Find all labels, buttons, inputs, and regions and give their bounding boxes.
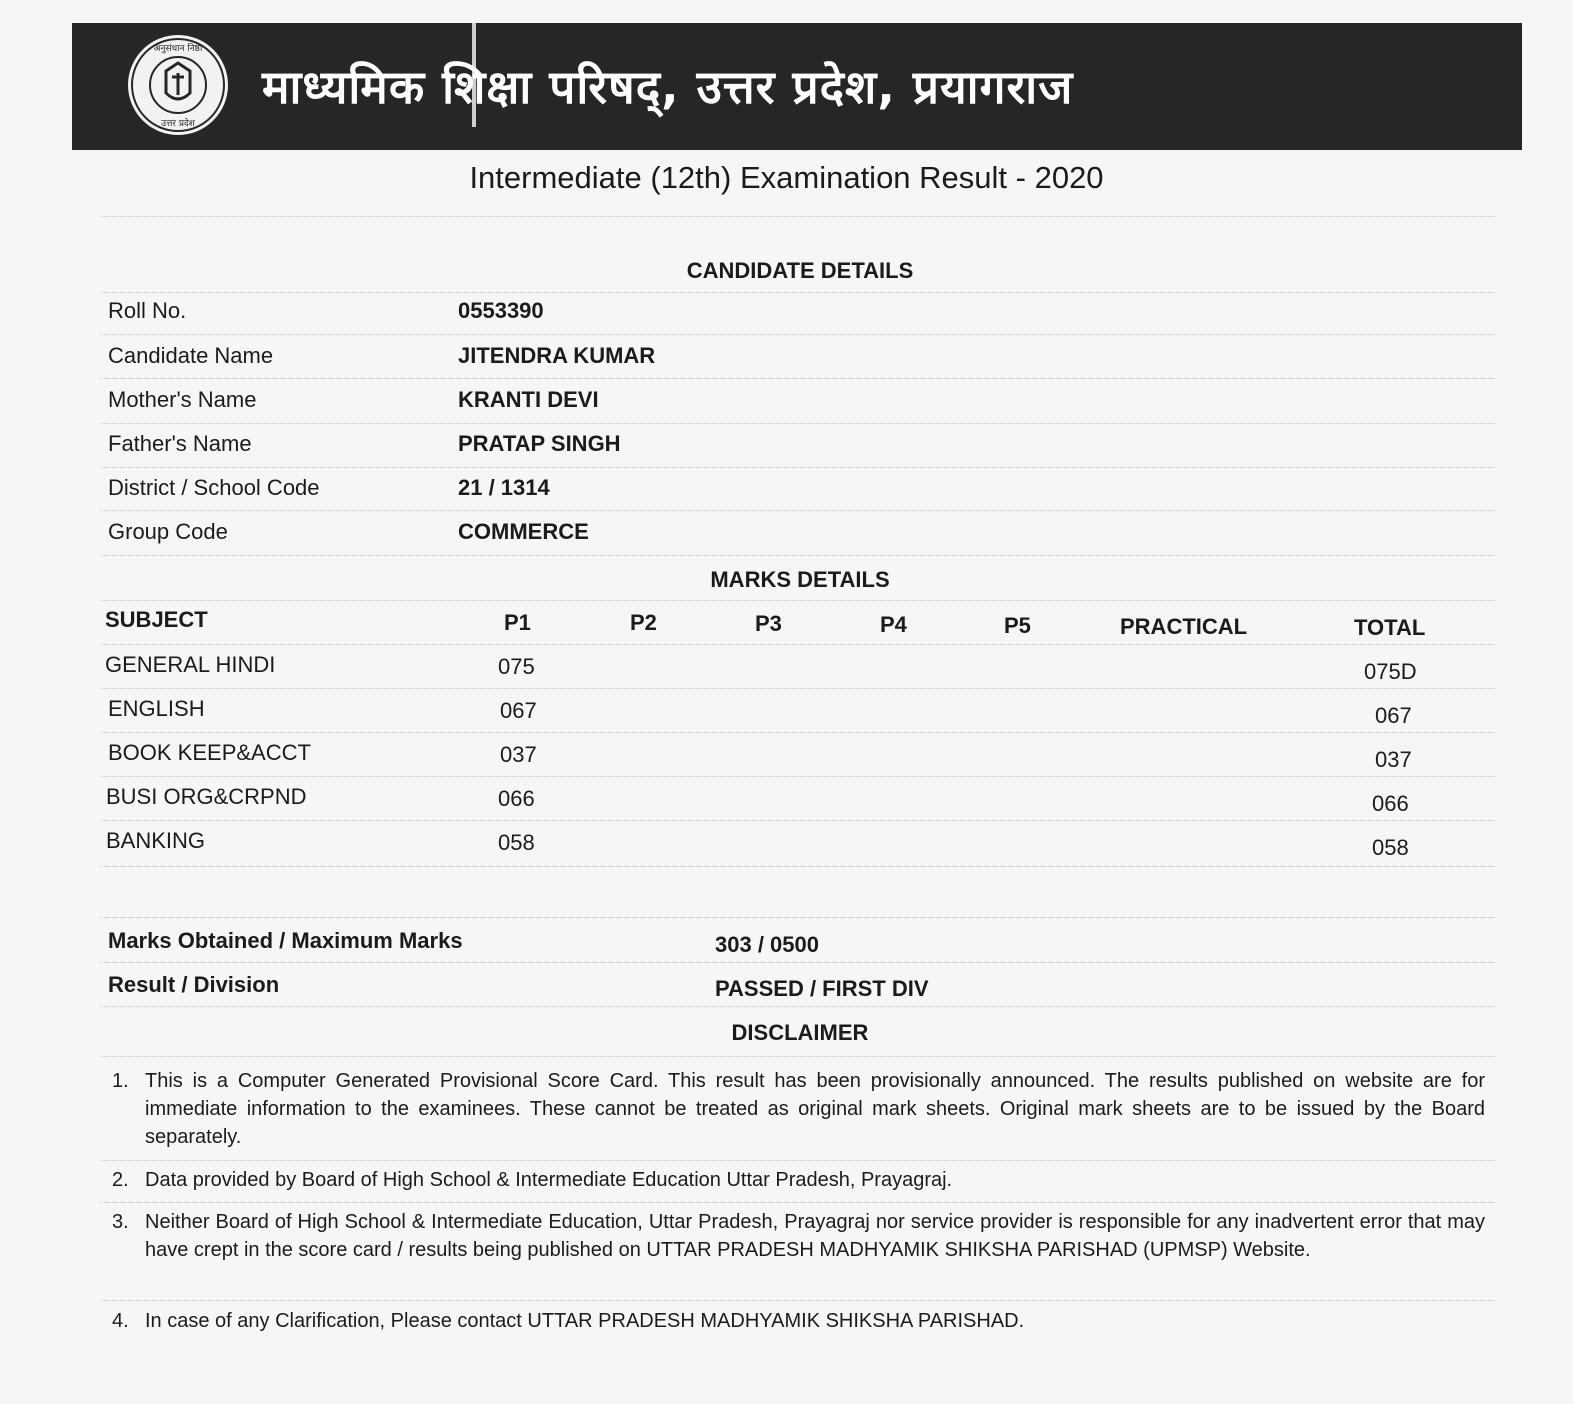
divider <box>100 1006 1495 1007</box>
roll-label: Roll No. <box>108 298 187 323</box>
candidate-row-district <box>108 475 1498 513</box>
marks-obtained-label: Marks Obtained / Maximum Marks <box>108 928 463 953</box>
mother-name-label: Mother's Name <box>108 387 257 412</box>
p1-cell: 066 <box>498 786 535 811</box>
col-p3: P3 <box>755 611 782 636</box>
col-practical: PRACTICAL <box>1120 614 1248 639</box>
divider <box>100 1160 1495 1161</box>
divider <box>100 820 1495 821</box>
candidate-name-value: JITENDRA KUMAR <box>458 343 656 368</box>
marks-obtained-value: 303 / 0500 <box>715 932 819 957</box>
divider <box>100 467 1495 468</box>
divider <box>100 510 1495 511</box>
divider <box>100 216 1495 217</box>
divider <box>100 555 1495 556</box>
col-subject: SUBJECT <box>105 607 208 632</box>
total-cell: 037 <box>1375 747 1412 772</box>
divider <box>100 334 1495 335</box>
candidate-row-roll <box>108 298 1498 336</box>
divider <box>100 1202 1495 1203</box>
col-p4: P4 <box>880 612 907 637</box>
marks-details-heading: MARKS DETAILS <box>710 567 890 592</box>
candidate-row-mother <box>108 387 1498 425</box>
district-school-value: 21 / 1314 <box>458 475 550 500</box>
total-cell: 066 <box>1372 791 1409 816</box>
disclaimer-number: 3. <box>112 1211 129 1233</box>
father-name-value: PRATAP SINGH <box>458 431 621 456</box>
disclaimer-item <box>112 1307 1484 1335</box>
subject-cell: BOOK KEEP&ACCT <box>108 740 311 765</box>
disclaimer-item <box>112 1208 1484 1292</box>
disclaimer-heading: DISCLAIMER <box>731 1020 869 1045</box>
subject-cell: BUSI ORG&CRPND <box>106 784 307 809</box>
seal-text-top: अनुसंधान निष्ठा <box>153 44 203 54</box>
divider <box>100 1056 1495 1057</box>
divider <box>100 866 1495 867</box>
candidate-name-label: Candidate Name <box>108 343 274 368</box>
disclaimer-text: Neither Board of High School & Intermediate Education, Uttar Pradesh, Prayagraj nor service provider is responsible for any inadvertent error that may have crept in the score card / results being published on UTTAR PRADESH MADHYAMIK SHIKSHA PARISHAD (UPMSP) Website. <box>145 1211 1485 1261</box>
result-division-label: Result / Division <box>108 972 280 997</box>
col-p5: P5 <box>1004 613 1031 638</box>
candidate-row-group <box>108 519 1498 557</box>
total-cell: 067 <box>1375 703 1412 728</box>
subject-cell: GENERAL HINDI <box>105 652 276 677</box>
board-name: माध्यमिक शिक्षा परिषद्, उत्तर प्रदेश, प्रयागराज <box>262 60 1074 114</box>
divider <box>100 688 1495 689</box>
divider <box>100 644 1495 645</box>
mother-name-value: KRANTI DEVI <box>458 387 599 412</box>
candidate-row-father <box>108 431 1498 469</box>
disclaimer-number: 1. <box>112 1070 129 1092</box>
candidate-row-name <box>108 343 1498 381</box>
disclaimer-text: In case of any Clarification, Please contact UTTAR PRADESH MADHYAMIK SHIKSHA PARISHAD. <box>145 1310 1025 1332</box>
col-p2: P2 <box>630 610 657 635</box>
subject-cell: BANKING <box>106 828 206 853</box>
page-title: Intermediate (12th) Examination Result - 2020 <box>469 160 1104 195</box>
disclaimer-text: This is a Computer Generated Provisional Score Card. This result has been provisionally announced. The results published on website are for immediate information to the examinees. These cannot be treated as original mark sheets. Original mark sheets are to be issued by the Board separately. <box>145 1070 1485 1148</box>
divider <box>100 962 1495 963</box>
disclaimer-number: 4. <box>112 1310 129 1332</box>
district-school-label: District / School Code <box>108 475 320 500</box>
divider <box>100 423 1495 424</box>
divider <box>100 378 1495 379</box>
divider <box>100 732 1495 733</box>
divider <box>100 776 1495 777</box>
header-banner <box>72 23 1522 150</box>
result-division-value: PASSED / FIRST DIV <box>715 976 929 1001</box>
board-seal-logo <box>126 33 230 137</box>
group-code-value: COMMERCE <box>458 519 589 544</box>
p1-cell: 037 <box>500 742 537 767</box>
roll-value: 0553390 <box>458 298 544 323</box>
disclaimer-item <box>112 1067 1484 1151</box>
p1-cell: 067 <box>500 698 537 723</box>
seal-text-bottom: उत्तर प्रदेश <box>161 119 195 129</box>
total-cell: 058 <box>1372 835 1409 860</box>
divider <box>100 1300 1495 1301</box>
father-name-label: Father's Name <box>108 431 252 456</box>
disclaimer-number: 2. <box>112 1169 129 1191</box>
candidate-details-heading: CANDIDATE DETAILS <box>686 258 914 283</box>
divider <box>100 917 1495 918</box>
p1-cell: 058 <box>498 830 535 855</box>
col-p1: P1 <box>504 610 531 635</box>
divider <box>100 292 1495 293</box>
p1-cell: 075 <box>498 654 535 679</box>
disclaimer-item <box>112 1166 1484 1194</box>
subject-cell: ENGLISH <box>108 696 205 721</box>
total-cell: 075D <box>1364 659 1417 684</box>
col-total: TOTAL <box>1354 615 1426 640</box>
group-code-label: Group Code <box>108 519 228 544</box>
divider <box>100 600 1495 601</box>
disclaimer-text: Data provided by Board of High School & Intermediate Education Uttar Pradesh, Prayagraj. <box>145 1169 953 1191</box>
